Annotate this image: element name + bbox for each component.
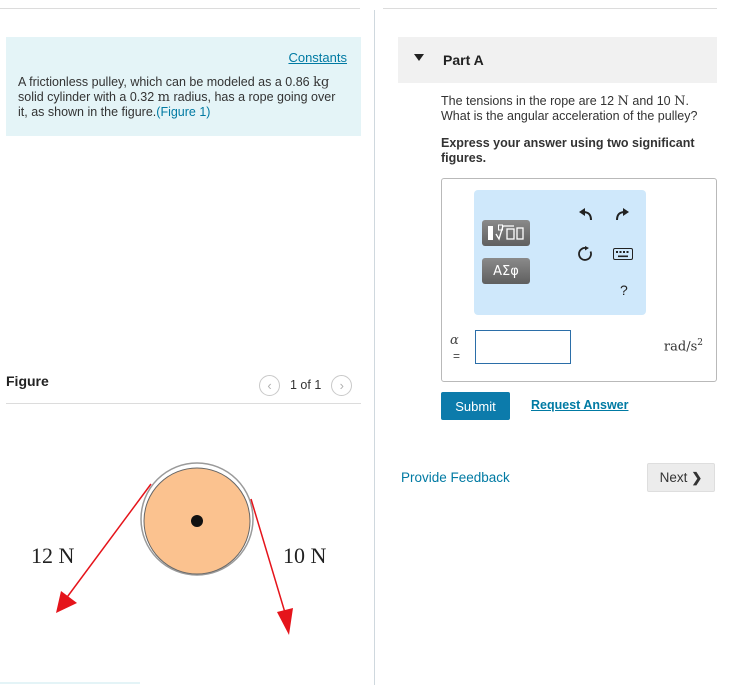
force-label-right: 10 N <box>283 543 327 568</box>
collapse-triangle-icon <box>414 54 424 61</box>
rope-left-arrow <box>62 484 151 604</box>
arrowhead-left <box>56 591 77 613</box>
question-text <box>441 94 721 124</box>
pulley-figure <box>0 404 360 680</box>
next-figure-button[interactable] <box>331 375 352 396</box>
unit-n-1: N <box>617 94 629 109</box>
force-label-left: 12 N <box>31 543 75 568</box>
answer-input[interactable] <box>475 330 571 364</box>
bottom-rule <box>0 682 140 684</box>
problem-text-3: radius, has a rope going over it, as shown in the figure. <box>18 90 336 119</box>
top-rule-right <box>383 8 717 9</box>
radius-unit: m <box>157 90 170 105</box>
greek-symbols-label: ΑΣφ <box>493 263 519 279</box>
problem-text <box>18 75 348 120</box>
variable-label: α <box>450 333 459 348</box>
question-text-3: . What is the angular acceleration of the pulley? <box>441 94 698 123</box>
next-label: Next <box>659 470 688 485</box>
constants-link[interactable]: Constants <box>288 50 347 65</box>
units-base: rad/s <box>663 339 698 355</box>
chevron-left-icon: ‹ <box>267 377 272 393</box>
redo-button[interactable] <box>613 205 631 223</box>
part-a-label: Part A <box>443 52 484 68</box>
keyboard-button[interactable] <box>612 247 634 261</box>
templates-button[interactable] <box>482 220 530 246</box>
top-rule-left <box>0 8 360 9</box>
reset-icon <box>578 246 594 262</box>
provide-feedback-link[interactable]: Provide Feedback <box>401 470 510 485</box>
keyboard-icon <box>613 248 633 260</box>
question-text-1: The tensions in the rope are 12 <box>441 94 618 108</box>
answer-box <box>441 178 717 382</box>
unit-n-2: N <box>674 94 686 109</box>
prev-figure-button[interactable] <box>259 375 280 396</box>
part-a-header[interactable] <box>398 37 717 83</box>
submit-button[interactable]: Submit <box>441 392 510 420</box>
question-text-2: and 10 <box>628 94 675 108</box>
panel-divider <box>374 10 375 685</box>
request-answer-link[interactable]: Request Answer <box>531 398 629 412</box>
redo-icon <box>614 207 630 221</box>
math-toolbar <box>474 190 646 315</box>
figure-page-indicator: 1 of 1 <box>290 378 322 392</box>
problem-text-2: solid cylinder with a 0.32 <box>18 90 158 104</box>
units-label <box>664 338 703 354</box>
greek-symbols-button[interactable] <box>482 258 530 284</box>
next-button[interactable] <box>647 463 715 492</box>
chevron-right-icon: › <box>339 377 344 393</box>
chevron-right-icon: ❯ <box>691 469 703 485</box>
figure-1-link[interactable]: (Figure 1) <box>156 105 211 119</box>
arrowhead-right <box>277 608 293 635</box>
problem-panel <box>6 37 361 136</box>
rope-right-arrow <box>251 499 286 616</box>
undo-button[interactable] <box>577 205 595 223</box>
figure-pager <box>259 374 352 396</box>
reset-button[interactable] <box>577 245 595 263</box>
units-exponent: 2 <box>697 338 703 348</box>
instruction-text: Express your answer using two significant figures. <box>441 136 695 165</box>
pulley-axle <box>191 515 203 527</box>
problem-text-1: A frictionless pulley, which can be modeled as a 0.86 <box>18 75 314 89</box>
undo-icon <box>578 207 594 221</box>
equals-sign: = <box>453 349 461 363</box>
templates-icon <box>486 223 526 243</box>
help-button[interactable]: ? <box>620 282 628 298</box>
figure-title: Figure <box>6 373 49 389</box>
mass-unit: kg <box>313 75 330 90</box>
